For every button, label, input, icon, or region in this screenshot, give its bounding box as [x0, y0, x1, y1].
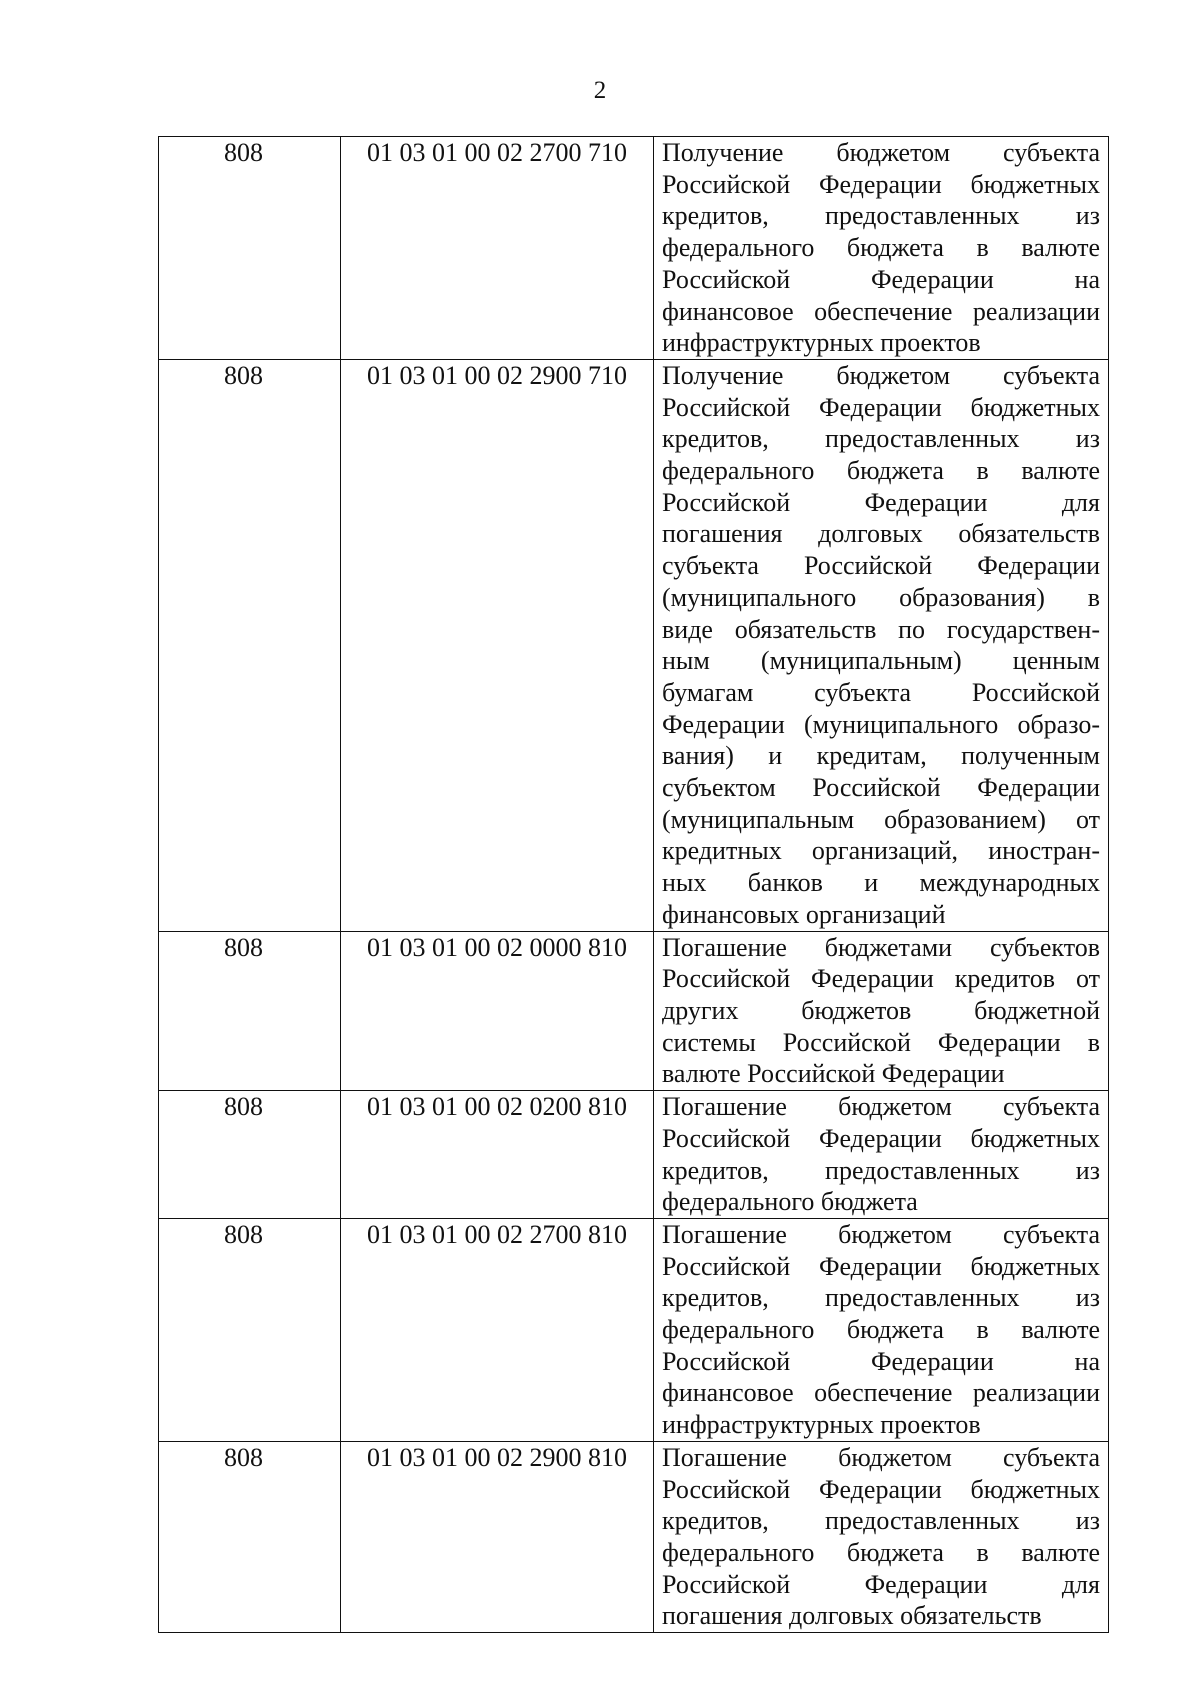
description-line: бумагам субъекта Российской	[662, 677, 1100, 707]
description-line: виде обязательств по государствен-	[662, 614, 1100, 644]
description-line: Российской Федерации для	[662, 487, 1100, 517]
description-line: валюте Российской Федерации	[662, 1059, 1005, 1089]
table-row	[159, 359, 1109, 931]
admin-code-cell: 808	[159, 1218, 341, 1441]
description-line: ным (муниципальным) ценным	[662, 646, 1100, 676]
description-line: федерального бюджета	[662, 1187, 918, 1217]
description-line: Погашение бюджетами субъектов	[662, 932, 1100, 962]
admin-code-cell: 808	[159, 359, 341, 931]
budget-code-cell: 01 03 01 00 02 2900 710	[341, 359, 654, 931]
budget-code-cell: 01 03 01 00 02 2700 710	[341, 137, 654, 360]
description-line: кредитных организаций, иностран-	[662, 836, 1100, 866]
description-line: кредитов, предоставленных из	[662, 1506, 1100, 1536]
description-line: вания) и кредитам, полученным	[662, 741, 1100, 771]
budget-code-cell: 01 03 01 00 02 2900 810	[341, 1441, 654, 1632]
description-line: Российской Федерации бюджетных	[662, 1251, 1100, 1281]
description-cell	[654, 137, 1109, 360]
description-line: Погашение бюджетом субъекта	[662, 1442, 1100, 1472]
budget-classification-table	[158, 136, 1109, 1633]
description-cell	[654, 1218, 1109, 1441]
admin-code-cell: 808	[159, 1441, 341, 1632]
table-row	[159, 931, 1109, 1091]
budget-code-cell: 01 03 01 00 02 2700 810	[341, 1218, 654, 1441]
description-line: Российской Федерации для	[662, 1569, 1100, 1599]
description-line: (муниципального образования) в	[662, 582, 1100, 612]
admin-code-cell: 808	[159, 137, 341, 360]
description-line: системы Российской Федерации в	[662, 1027, 1100, 1057]
table-body	[159, 137, 1109, 1633]
admin-code-cell: 808	[159, 931, 341, 1091]
table-row	[159, 137, 1109, 360]
description-line: инфраструктурных проектов	[662, 328, 981, 358]
description-line: субъектом Российской Федерации	[662, 773, 1100, 803]
description-cell	[654, 1091, 1109, 1219]
description-line: погашения долговых обязательств	[662, 519, 1100, 549]
description-line: (муниципальным образованием) от	[662, 804, 1100, 834]
description-line: федерального бюджета в валюте	[662, 456, 1100, 486]
table-row	[159, 1441, 1109, 1632]
description-line: финансовое обеспечение реализации	[662, 1378, 1100, 1408]
description-line: Российской Федерации бюджетных	[662, 1474, 1100, 1504]
description-line: федерального бюджета в валюте	[662, 233, 1100, 263]
description-cell	[654, 359, 1109, 931]
description-line: Российской Федерации бюджетных	[662, 1123, 1100, 1153]
description-line: субъекта Российской Федерации	[662, 551, 1100, 581]
description-line: Получение бюджетом субъекта	[662, 138, 1100, 167]
description-line: кредитов, предоставленных из	[662, 1283, 1100, 1313]
description-line: ных банков и международных	[662, 868, 1100, 898]
description-line: кредитов, предоставленных из	[662, 1155, 1100, 1185]
description-line: Федерации (муниципального образо-	[662, 709, 1100, 739]
table-row	[159, 1218, 1109, 1441]
description-line: Погашение бюджетом субъекта	[662, 1092, 1100, 1122]
description-line: погашения долговых обязательств	[662, 1601, 1042, 1631]
description-line: финансовое обеспечение реализации	[662, 296, 1100, 326]
description-line: Погашение бюджетом субъекта	[662, 1219, 1100, 1249]
description-line: финансовых организаций	[662, 899, 946, 929]
budget-code-cell: 01 03 01 00 02 0000 810	[341, 931, 654, 1091]
description-line: федерального бюджета в валюте	[662, 1537, 1100, 1567]
description-cell	[654, 931, 1109, 1091]
description-line: Российской Федерации бюджетных	[662, 169, 1100, 199]
table-row	[159, 1091, 1109, 1219]
description-line: Получение бюджетом субъекта	[662, 360, 1100, 390]
description-line: кредитов, предоставленных из	[662, 201, 1100, 231]
description-line: Российской Федерации кредитов от	[662, 964, 1100, 994]
description-line: Российской Федерации на	[662, 1346, 1100, 1376]
description-cell	[654, 1441, 1109, 1632]
description-line: кредитов, предоставленных из	[662, 424, 1100, 454]
page-number: 2	[593, 77, 607, 104]
budget-code-cell: 01 03 01 00 02 0200 810	[341, 1091, 654, 1219]
description-line: Российской Федерации бюджетных	[662, 392, 1100, 422]
admin-code-cell: 808	[159, 1091, 341, 1219]
description-line: других бюджетов бюджетной	[662, 995, 1100, 1025]
description-line: инфраструктурных проектов	[662, 1410, 981, 1440]
description-line: федерального бюджета в валюте	[662, 1315, 1100, 1345]
description-line: Российской Федерации на	[662, 264, 1100, 294]
